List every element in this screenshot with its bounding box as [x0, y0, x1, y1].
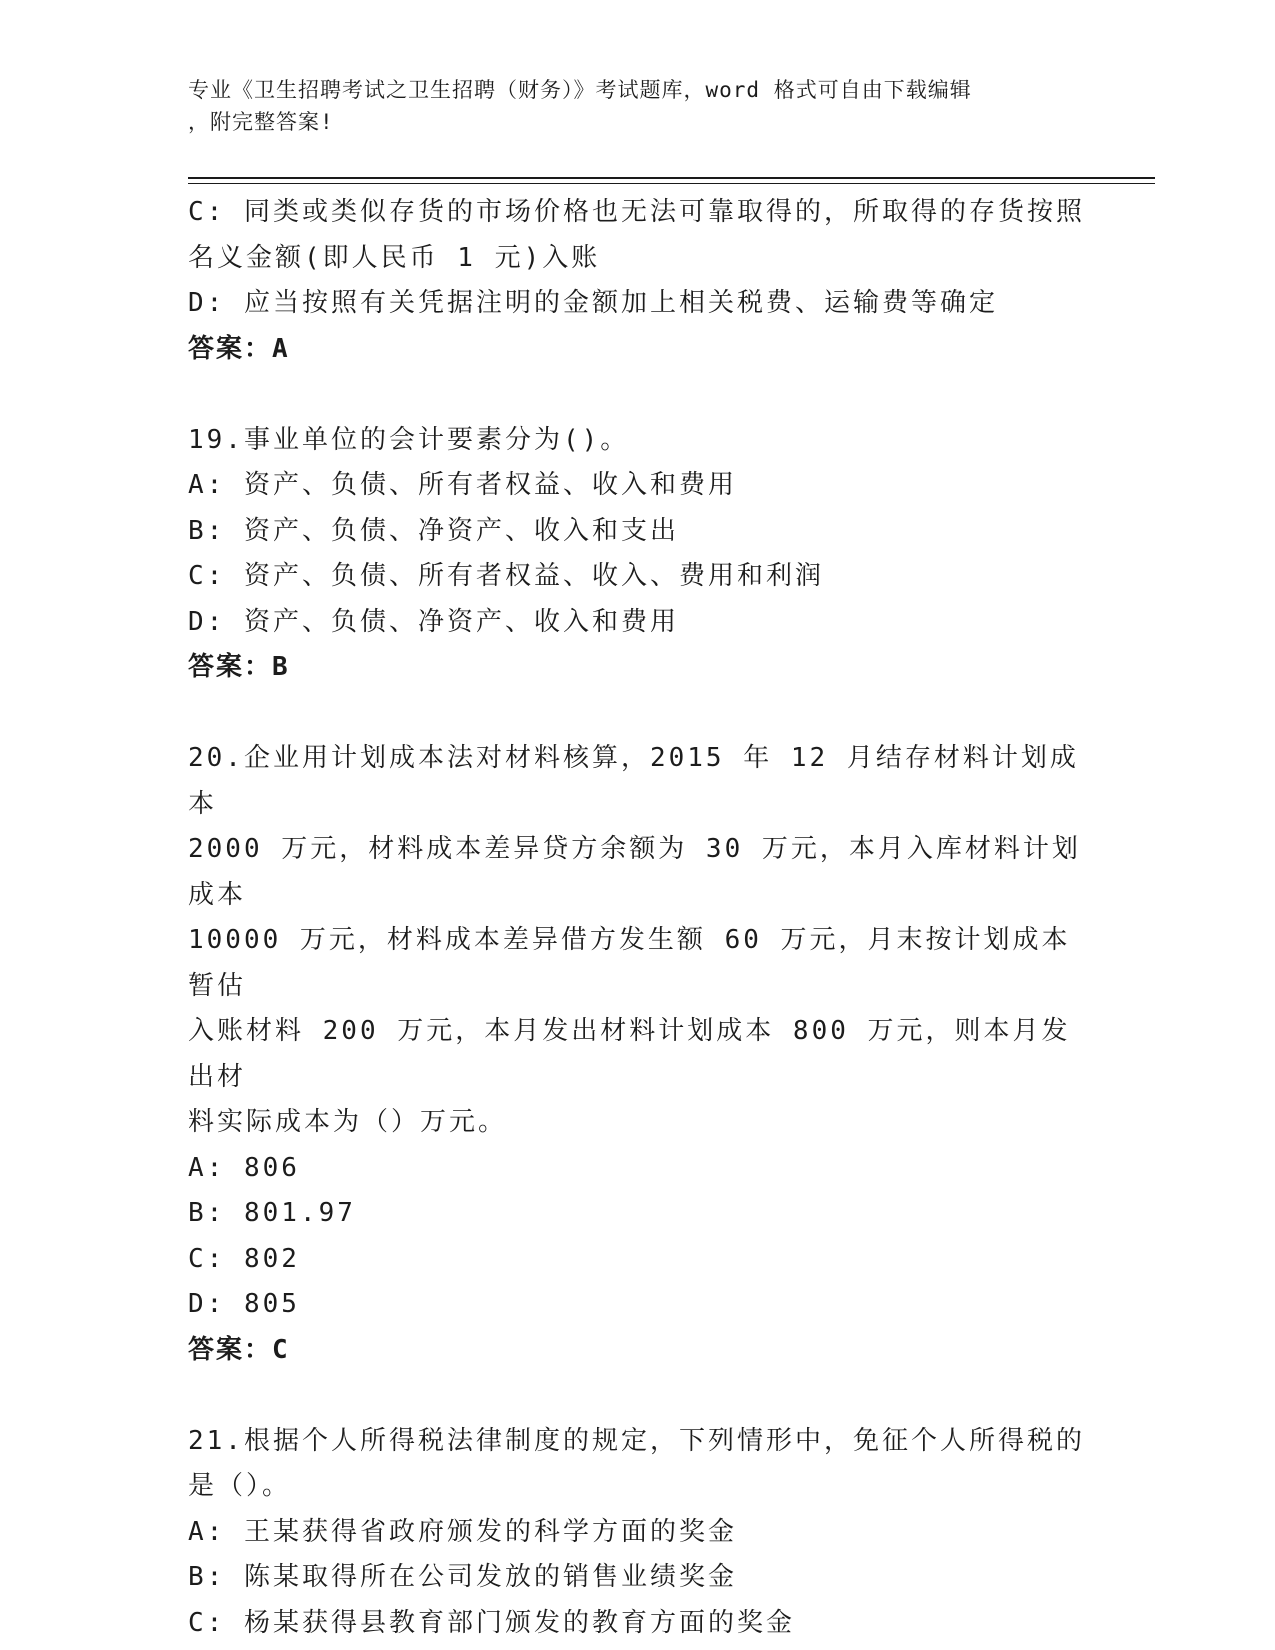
header-rule-thick [188, 177, 1155, 179]
q18-option-c-line2: 名义金额(即人民币 1 元)入账 [188, 242, 601, 273]
spacer [188, 691, 1088, 737]
header-rule-thin [188, 183, 1155, 184]
q18-answer: 答案：A [188, 333, 290, 364]
q19-option-b: B: 资产、负债、净资产、收入和支出 [188, 515, 679, 546]
q20-stem-line2: 2000 万元，材料成本差异贷方余额为 30 万元，本月入库材料计划成本 [188, 834, 1081, 910]
page-header [188, 74, 1068, 138]
q19-option-d: D: 资产、负债、净资产、收入和费用 [188, 606, 679, 637]
q20-option-c: C: 802 [188, 1243, 300, 1274]
q18-option-c-line1: C: 同类或类似存货的市场价格也无法可靠取得的，所取得的存货按照 [188, 197, 1085, 227]
q20-stem-line3: 10000 万元，材料成本差异借方发生额 60 万元，月末按计划成本暂估 [188, 925, 1071, 1001]
q19-option-a: A: 资产、负债、所有者权益、收入和费用 [188, 470, 737, 500]
q21-stem-line2: 是（）。 [188, 1471, 292, 1501]
question-content [188, 190, 1088, 1646]
spacer [188, 1373, 1088, 1419]
q20-stem-line5: 料实际成本为（）万元。 [188, 1107, 508, 1137]
q20-answer: 答案：C [188, 1334, 290, 1365]
q19-answer: 答案：B [188, 652, 290, 682]
q18-option-d: D: 应当按照有关凭据注明的金额加上相关税费、运输费等确定 [188, 288, 998, 318]
q21-option-b: B: 陈某取得所在公司发放的销售业绩奖金 [188, 1562, 737, 1592]
q21-option-a: A: 王某获得省政府颁发的科学方面的奖金 [188, 1516, 737, 1547]
spacer [188, 372, 1088, 418]
q19-option-c: C: 资产、负债、所有者权益、收入、费用和利润 [188, 561, 824, 591]
q20-option-a: A: 806 [188, 1152, 300, 1183]
q20-stem-line4: 入账材料 200 万元，本月发出材料计划成本 800 万元，则本月发出材 [188, 1016, 1071, 1092]
q21-option-c: C: 杨某获得县教育部门颁发的教育方面的奖金 [188, 1607, 795, 1638]
q20-option-b: B: 801.97 [188, 1198, 356, 1228]
q20-option-d: D: 805 [188, 1289, 300, 1319]
q20-stem-line1: 20.企业用计划成本法对材料核算，2015 年 12 月结存材料计划成本 [188, 743, 1079, 819]
q21-stem-line1: 21.根据个人所得税法律制度的规定，下列情形中，免征个人所得税的 [188, 1425, 1085, 1456]
header-line-1: 专业《卫生招聘考试之卫生招聘（财务）》考试题库，word 格式可自由下载编辑 [188, 78, 972, 102]
q19-stem: 19.事业单位的会计要素分为()。 [188, 424, 630, 455]
header-line-2: ，附完整答案! [188, 110, 334, 134]
